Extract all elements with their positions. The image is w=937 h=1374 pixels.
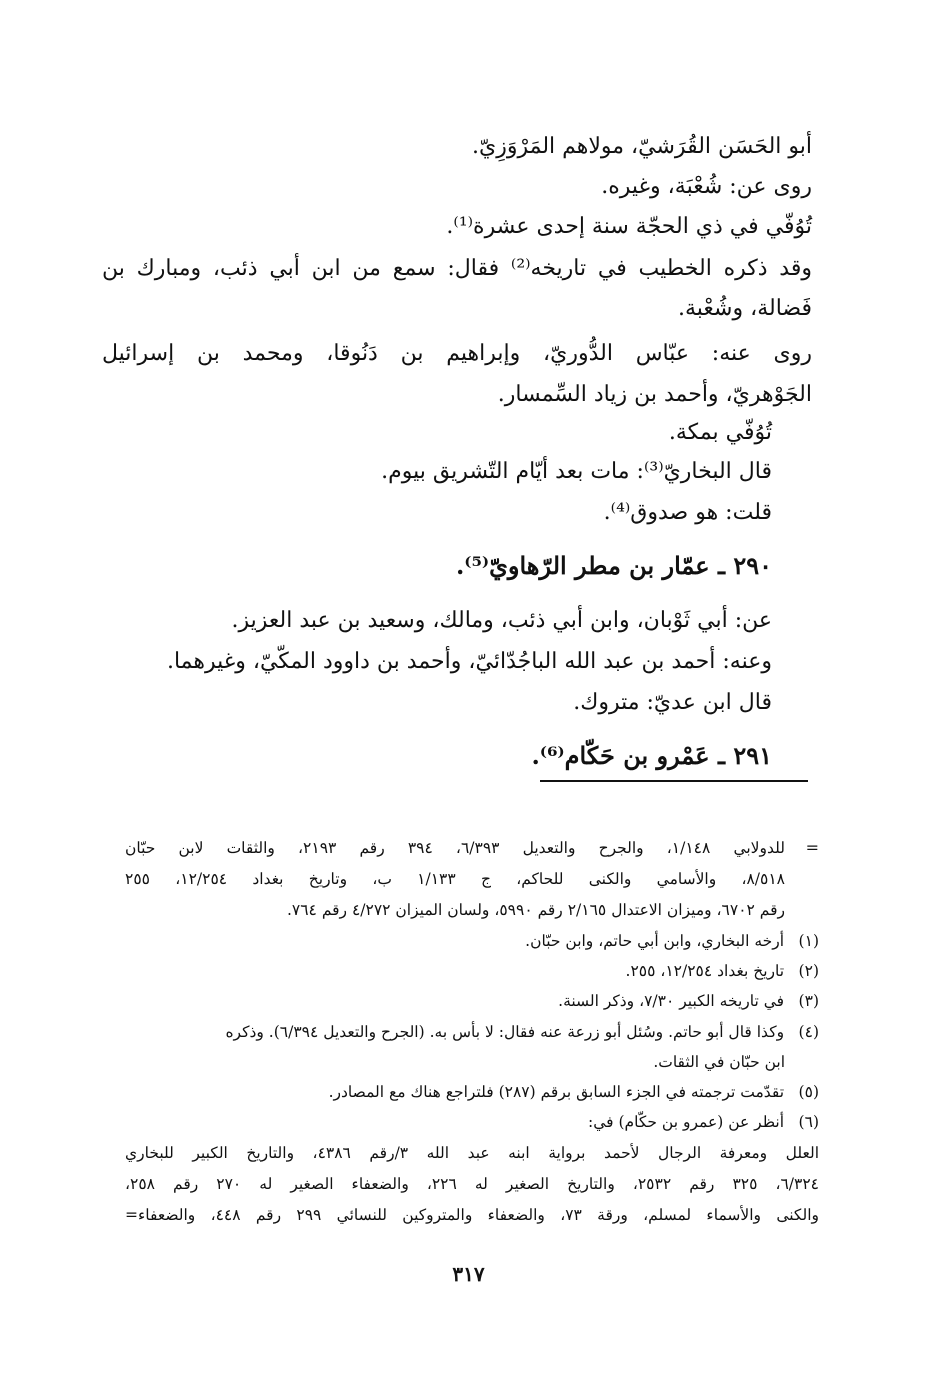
text-line: أبو الحَسَن القُرَشيّ، مولاهم المَرْوَزِيّ. bbox=[472, 134, 812, 159]
footnote-number: (٤) bbox=[798, 1023, 819, 1041]
entry-heading-291: ٢٩١ ـ عَمْرو بن حَكّام⁽⁶⁾. bbox=[531, 741, 772, 770]
footnote-text: تقدّمت ترجمته في الجزء السابق برقم (٢٨٧) فلتراجع هناك مع المصادر. bbox=[328, 1083, 785, 1101]
entry-heading-290: ٢٩٠ ـ عمّار بن مطر الرّهاويّ⁽⁵⁾. bbox=[455, 551, 772, 580]
text-line: تُوُفّي بمكة. bbox=[668, 420, 772, 445]
footnote-2 bbox=[626, 958, 820, 984]
footnote-text: أرخه البخاري، وابن أبي حاتم، وابن حبّان. bbox=[525, 932, 785, 950]
footnote-line: ٨/٥١٨، والأسامي والكنى للحاكم، ج ١/١٣٣ ب، وتاريخ بغداد ١٢/٢٥٤، ٢٥٥ bbox=[125, 870, 786, 888]
footnote-line: العلل ومعرفة الرجال لأحمد برواية ابنه عبد الله ٣/رقم ٤٣٨٦، والتاريخ الكبير للبخاري bbox=[125, 1144, 820, 1162]
page-number: ٣١٧ bbox=[452, 1262, 485, 1286]
text-line: فَضالة، وشُعْبة. bbox=[678, 296, 812, 321]
continuation-marker: = bbox=[805, 838, 819, 857]
text-line: قلت: هو صدوق⁽⁴⁾. bbox=[603, 500, 772, 525]
footnote-text: أنظر عن (عمرو بن حكّام) في: bbox=[588, 1113, 785, 1131]
text-line: وعنه: أحمد بن عبد الله الباجُدّائيّ، وأحمد بن داوود المكّيّ، وغيرهما. bbox=[166, 649, 772, 674]
footnote-line: والكنى والأسماء لمسلم، ورقة ٧٣، والضعفاء والمتروكين للنسائي ٢٩٩ رقم ٤٤٨، والضعفاء= bbox=[125, 1206, 819, 1224]
footnote-4-continued bbox=[653, 1049, 785, 1075]
text-line: روى عنه: عبّاس الدُّوريّ، وإبراهيم بن دَنُوقا، ومحمد بن إسرائيل bbox=[102, 341, 812, 366]
footnote-text: في تاريخه الكبير ٧/٣٠، وذكر السنة. bbox=[558, 992, 785, 1010]
footnote-text: وكذا قال أبو حاتم. وسُئل أبو زرعة عنه فقال: لا بأس به. (الجرح والتعديل ٦/٣٩٤). وذكره bbox=[225, 1023, 785, 1041]
footnote-4 bbox=[225, 1019, 819, 1045]
text-line: روى عن: شُعْبَة، وغيره. bbox=[601, 174, 812, 199]
footnote-line: رقم ٦٧٠٢، وميزان الاعتدال ٢/١٦٥ رقم ٥٩٩٠، ولسان الميزان ٤/٢٧٢ رقم ٧٦٤. bbox=[286, 901, 785, 919]
footnote-3 bbox=[558, 988, 819, 1014]
footnote-number: (٥) bbox=[798, 1083, 819, 1101]
footnote-number: (٣) bbox=[798, 992, 819, 1010]
footnote-number: (١) bbox=[798, 932, 819, 950]
footnote-text: ابن حبّان في الثقات. bbox=[653, 1053, 785, 1071]
footnote-number: (٢) bbox=[798, 962, 819, 980]
text-line: قال ابن عديّ: متروك. bbox=[573, 690, 772, 715]
text-line: وقد ذكره الخطيب في تاريخه⁽²⁾ فقال: سمع من ابن أبي ذئب، ومبارك بن bbox=[102, 256, 812, 281]
footnote-1 bbox=[525, 928, 819, 954]
footnote-5 bbox=[329, 1079, 819, 1105]
footnote-number: (٦) bbox=[798, 1113, 819, 1131]
footnote-text: تاريخ بغداد ١٢/٢٥٤، ٢٥٥. bbox=[625, 962, 785, 980]
text-line: تُوُفّي في ذي الحجّة سنة إحدى عشرة⁽¹⁾. bbox=[446, 214, 812, 239]
text-line: قال البخاريّ⁽³⁾: مات بعد أيّام التّشريق بيوم. bbox=[381, 459, 772, 484]
text-line: عن: أبي ثَوْبان، وابن أبي ذئب، ومالك، وسعيد بن عبد العزيز. bbox=[231, 608, 772, 633]
footnote-line: ٦/٣٢٤، ٣٢٥ رقم ٢٥٣٢، والتاريخ الصغير له ٢٢٦، والضعفاء الصغير له ٢٧٠ رقم ٢٥٨، bbox=[125, 1175, 819, 1193]
footnote-divider bbox=[540, 780, 808, 782]
text-line: الجَوْهريّ، وأحمد بن زياد السِّمسار. bbox=[497, 382, 812, 407]
footnote-6 bbox=[588, 1109, 819, 1135]
footnote-line: للدولابي ١/١٤٨، والجرح والتعديل ٦/٣٩٣، ٣٩٤ رقم ٢١٩٣، والثقات لابن حبّان bbox=[125, 839, 786, 857]
